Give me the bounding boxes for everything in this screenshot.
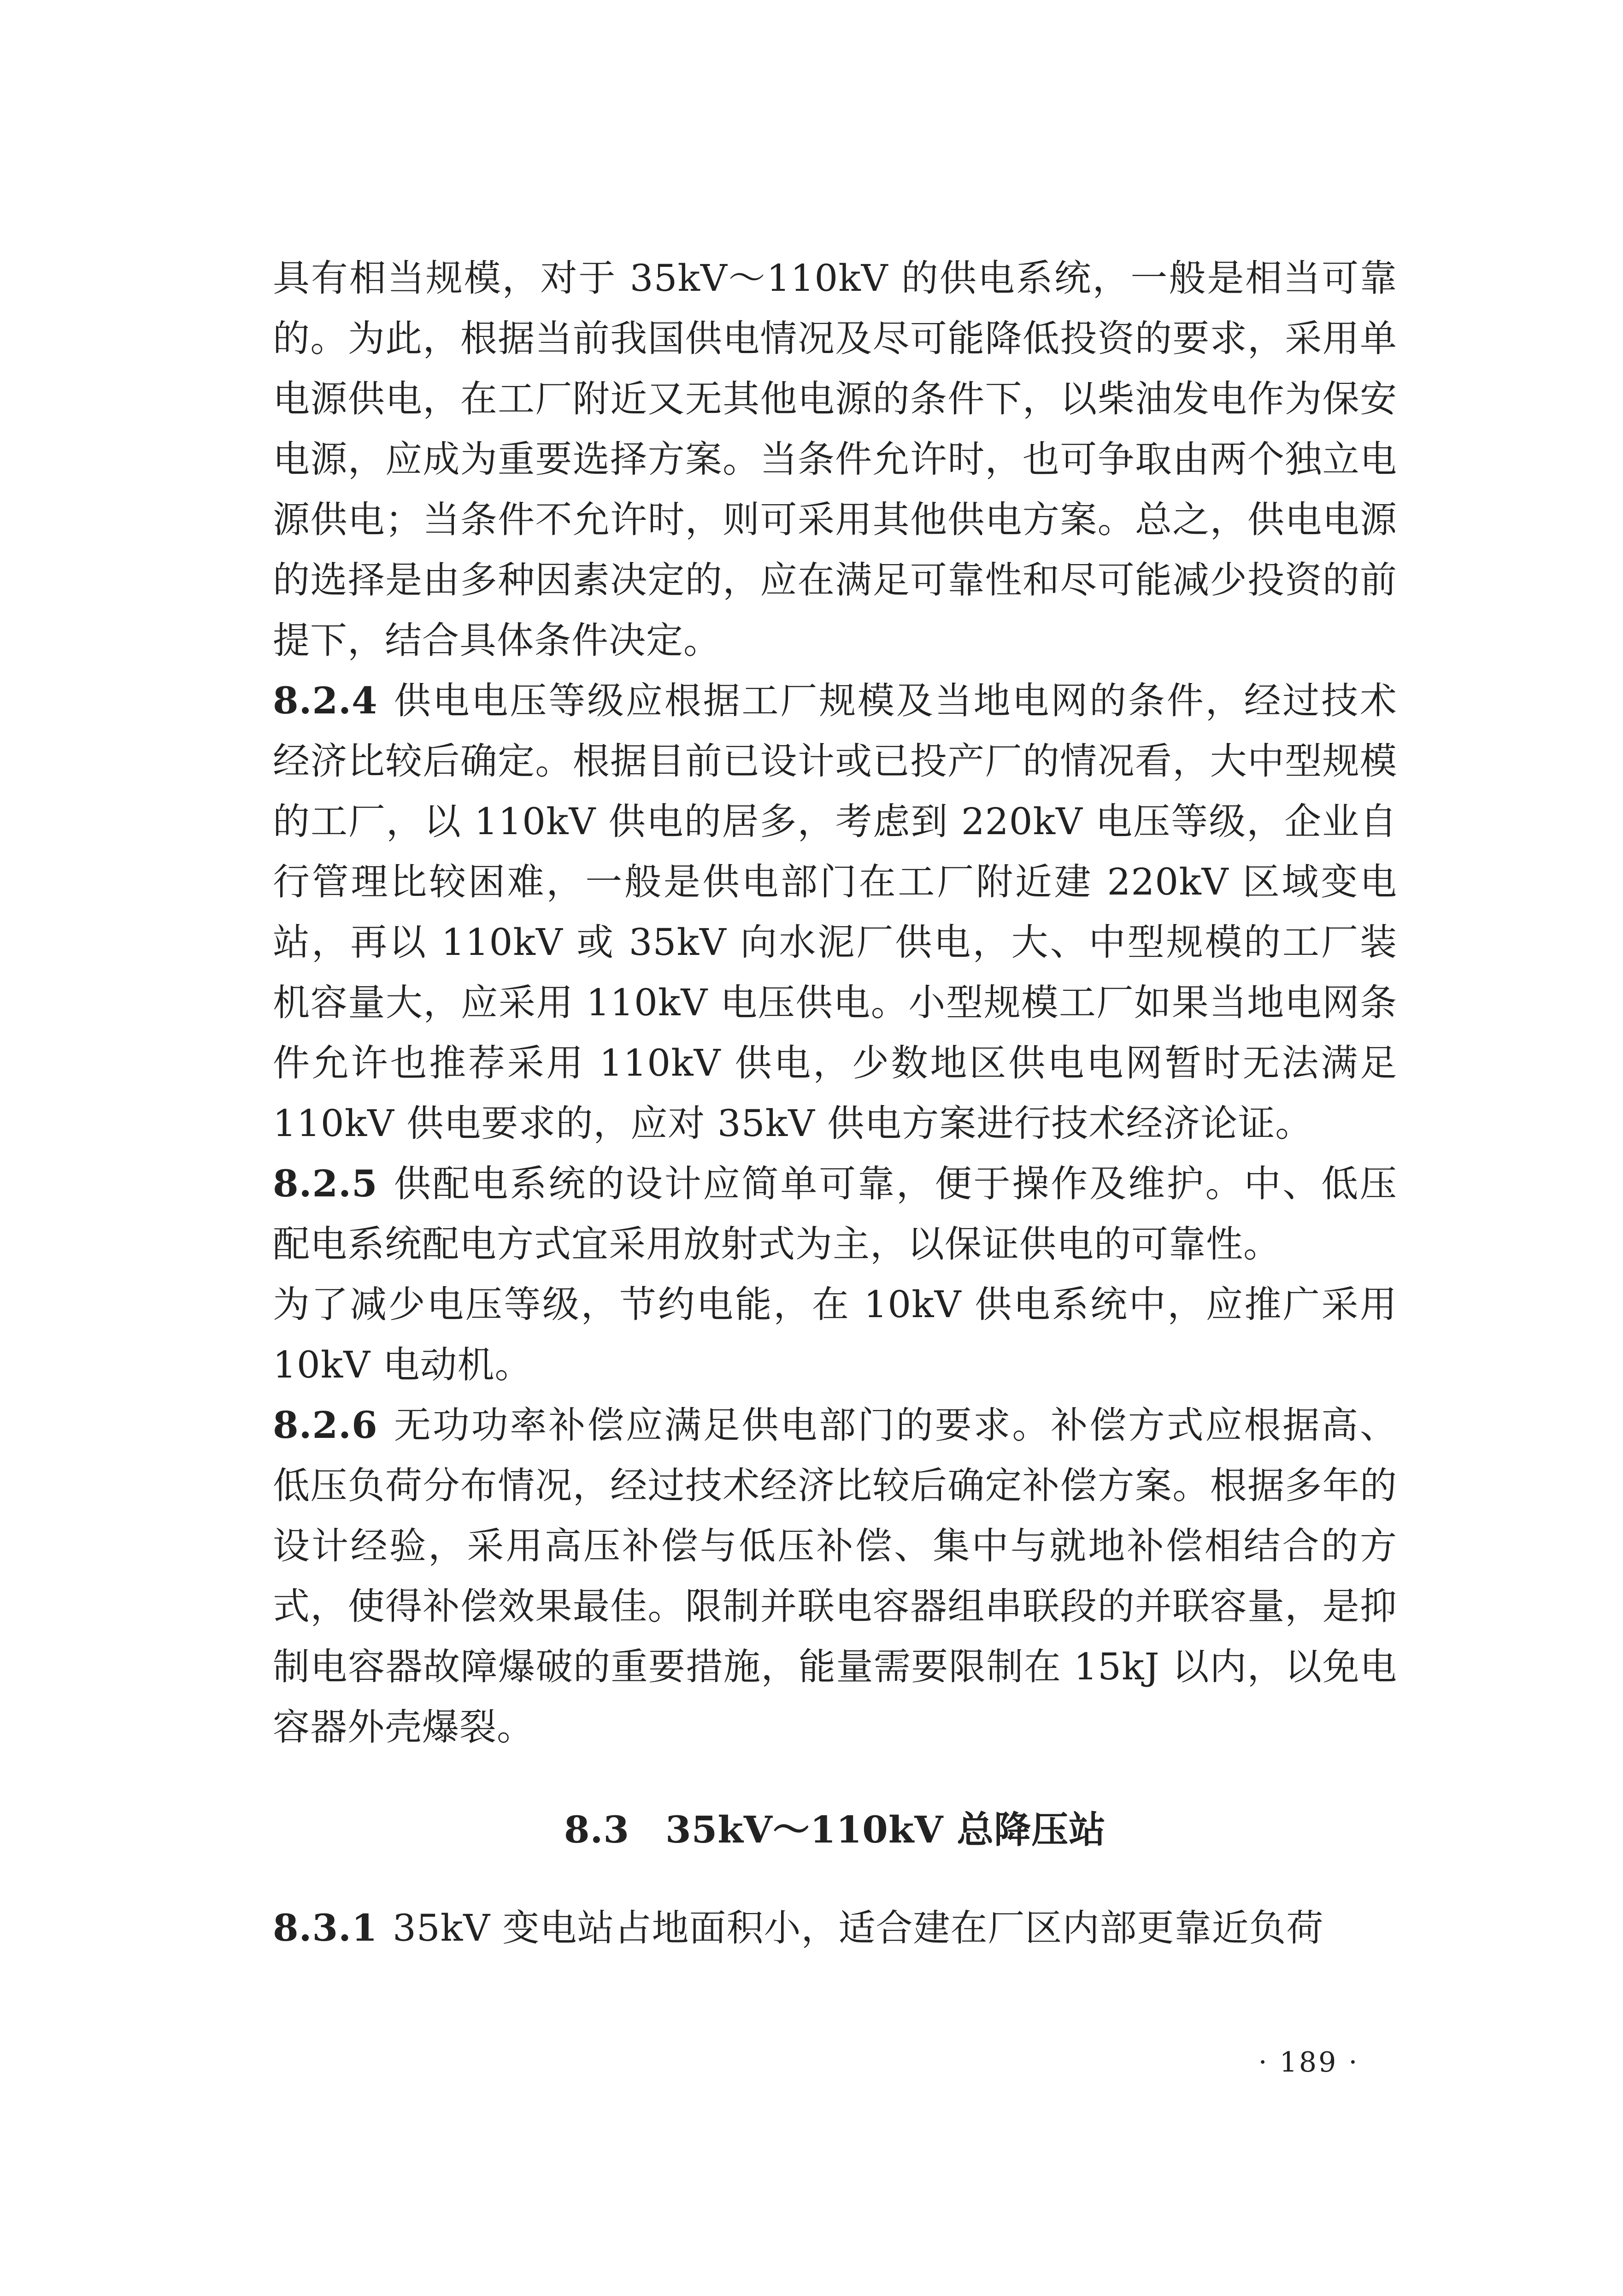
clause-text: 供配电系统的设计应简单可靠，便于操作及维护。中、低压配电系统配电方式宜采用放射式为主，以保证供电的可靠性。 (273, 1162, 1397, 1266)
clause-number: 8.3.1 (273, 1906, 378, 1949)
clause-8-2-6 (273, 1395, 1397, 1757)
section-number: 8.3 (564, 1808, 629, 1851)
clause-8-2-5-continued (273, 1274, 1397, 1395)
body-text (273, 248, 1397, 1958)
clause-number: 8.2.5 (273, 1162, 378, 1205)
clause-8-2-5 (273, 1154, 1397, 1274)
clause-number: 8.2.6 (273, 1403, 378, 1447)
paragraph-text: 为了减少电压等级，节约电能，在 10kV 供电系统中，应推广采用 10kV 电动机。 (273, 1283, 1397, 1386)
clause-text: 供电电压等级应根据工厂规模及当地电网的条件，经过技术经济比较后确定。根据目前已设计或已投产厂的情况看，大中型规模的工厂，以 110kV 供电的居多，考虑到 220kV 电压等级，企业自行管理比较困难，一般是供电部门在工厂附近建 220kV 区域变电站，再以 110kV 或 35kV 向水泥厂供电，大、中型规模的工厂装机容量大，应采用 110kV 电压供电。小型规模工厂如果当地电网条件允许也推荐采用 110kV 供电，少数地区供电电网暂时无法满足 110kV 供电要求的，应对 35kV 供电方案进行技术经济论证。 (273, 679, 1397, 1145)
clause-text: 35kV 变电站占地面积小，适合建在厂区内部更靠近负荷 (393, 1907, 1324, 1949)
clause-8-3-1 (273, 1898, 1397, 1958)
page-number: · 189 · (1258, 2046, 1359, 2078)
paragraph-continued (273, 248, 1397, 671)
paragraph-text: 具有相当规模，对于 35kV～110kV 的供电系统，一般是相当可靠的。为此，根据当前我国供电情况及尽可能降低投资的要求，采用单电源供电，在工厂附近又无其他电源的条件下，以柴油发电作为保安电源，应成为重要选择方案。当条件允许时，也可争取由两个独立电源供电；当条件不允许时，则可采用其他供电方案。总之，供电电源的选择是由多种因素决定的，应在满足可靠性和尽可能减少投资的前提下，结合具体条件决定。 (273, 257, 1397, 662)
clause-text: 无功功率补偿应满足供电部门的要求。补偿方式应根据高、低压负荷分布情况，经过技术经济比较后确定补偿方案。根据多年的设计经验，采用高压补偿与低压补偿、集中与就地补偿相结合的方式，使得补偿效果最佳。限制并联电容器组串联段的并联容量，是抑制电容器故障爆破的重要措施，能量需要限制在 15kJ 以内，以免电容器外壳爆裂。 (273, 1404, 1397, 1748)
section-title: 35kV～110kV 总降压站 (665, 1808, 1106, 1851)
clause-number: 8.2.4 (273, 679, 378, 722)
clause-8-2-4 (273, 671, 1397, 1154)
section-heading (273, 1800, 1397, 1860)
